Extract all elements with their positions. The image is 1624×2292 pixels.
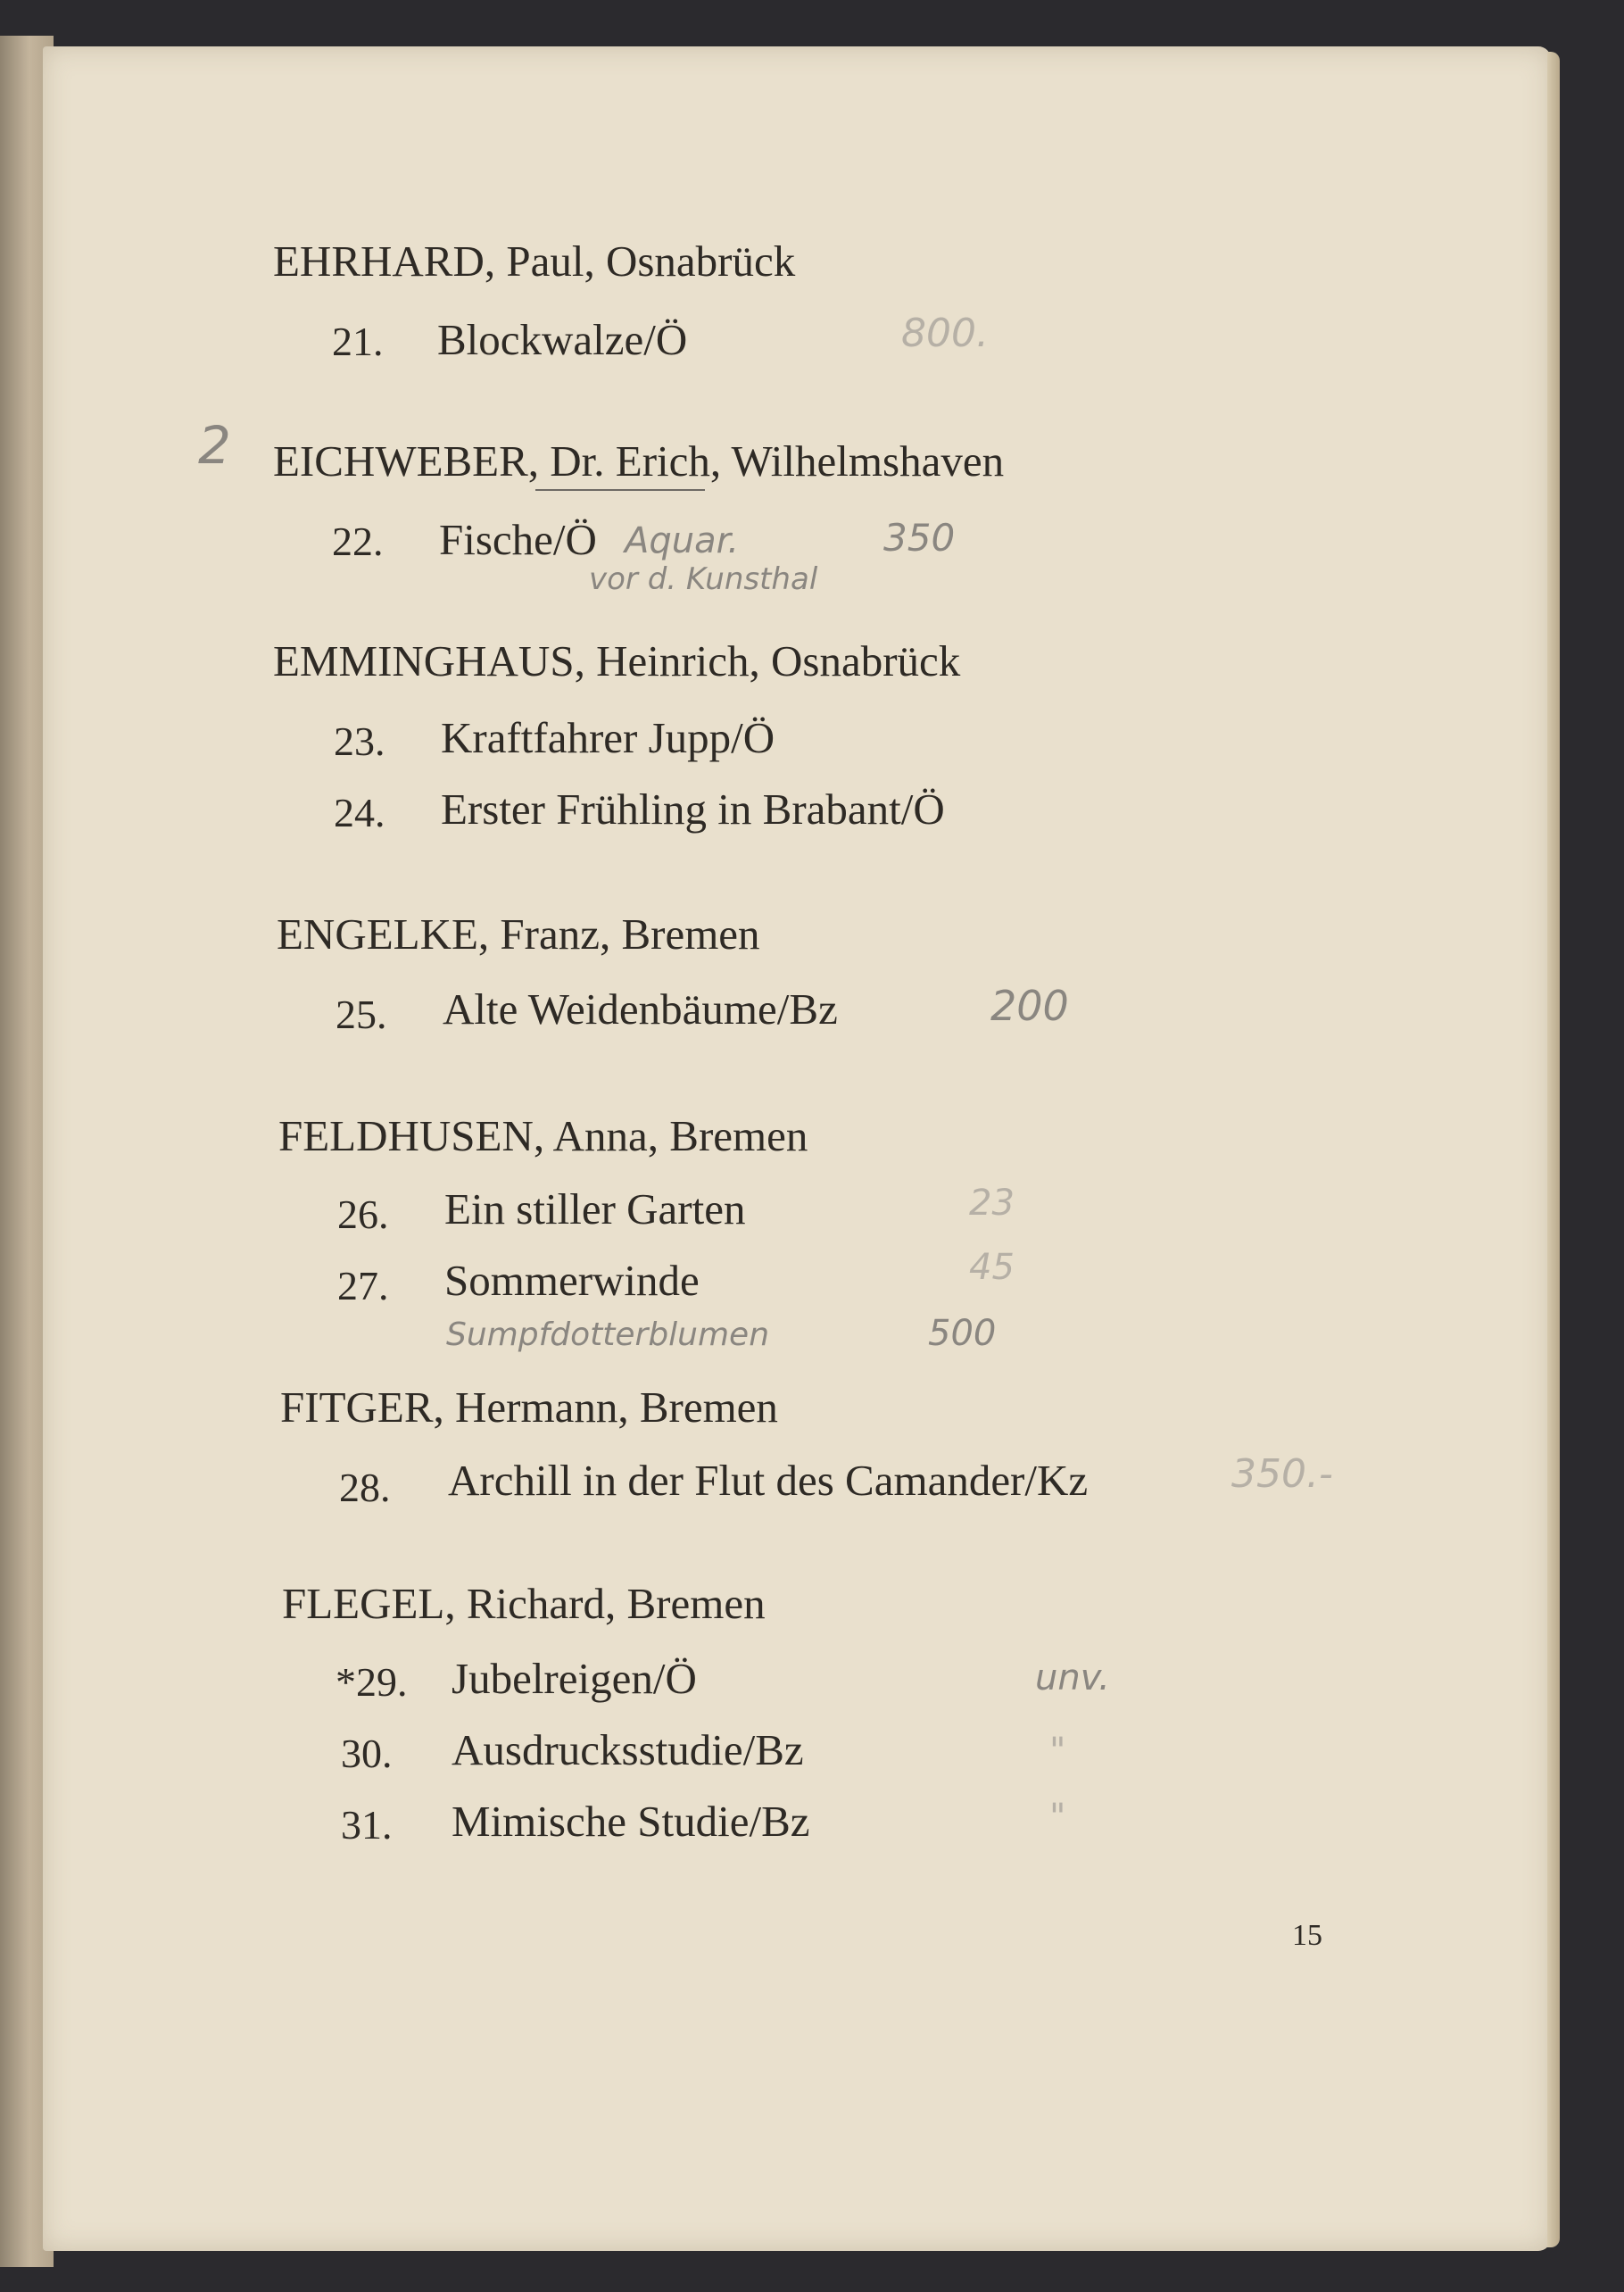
- work-number: 27.: [337, 1263, 389, 1308]
- work-title: Erster Frühling in Brabant/Ö: [441, 785, 945, 834]
- handwritten-underline: [535, 489, 705, 491]
- work-number: 26.: [337, 1192, 389, 1237]
- handwritten-ditto: ": [1049, 1797, 1066, 1838]
- handwritten-note: Sumpfdotterblumen: [446, 1316, 770, 1353]
- artist-heading: FITGER, Hermann, Bremen: [280, 1383, 778, 1432]
- work-number: 21.: [332, 319, 384, 364]
- handwritten-note: unv.: [1035, 1657, 1110, 1698]
- work-title: Ausdrucksstudie/Bz: [452, 1725, 804, 1774]
- handwritten-margin-number: 2: [198, 415, 231, 476]
- handwritten-note: vor d. Kunsthal: [589, 561, 818, 597]
- work-title: Jubelreigen/Ö: [452, 1654, 697, 1703]
- handwritten-ditto: ": [1049, 1731, 1066, 1772]
- handwritten-note: 45: [969, 1247, 1015, 1288]
- artist-heading: EICHWEBER, Dr. Erich, Wilhelmshaven: [273, 436, 1005, 486]
- work-title: Ein stiller Garten: [444, 1184, 746, 1233]
- work-title: Fische/Ö: [439, 515, 597, 564]
- work-title: Mimische Studie/Bz: [452, 1797, 810, 1846]
- artist-heading: EMMINGHAUS, Heinrich, Osnabrück: [273, 636, 961, 685]
- artist-heading: FLEGEL, Richard, Bremen: [282, 1579, 766, 1628]
- work-number: *29.: [336, 1659, 408, 1705]
- work-title: Sommerwinde: [444, 1256, 700, 1305]
- handwritten-note: 23: [969, 1183, 1015, 1224]
- work-title: Archill in der Flut des Camander/Kz: [448, 1456, 1089, 1505]
- handwritten-price: 350.-: [1231, 1451, 1333, 1497]
- handwritten-note: Aquar.: [625, 520, 740, 561]
- work-number: 30.: [341, 1731, 393, 1776]
- artist-heading: EHRHARD, Paul, Osnabrück: [273, 237, 796, 286]
- artist-heading: ENGELKE, Franz, Bremen: [277, 909, 760, 959]
- work-title: Blockwalze/Ö: [437, 315, 688, 364]
- handwritten-price: 500: [928, 1313, 997, 1354]
- handwritten-price: 800.: [901, 311, 989, 356]
- handwritten-price: 350: [883, 516, 956, 560]
- artist-heading: FELDHUSEN, Anna, Bremen: [278, 1111, 808, 1160]
- work-number: 24.: [334, 790, 385, 835]
- work-title: Alte Weidenbäume/Bz: [443, 984, 838, 1034]
- work-number: 23.: [334, 718, 385, 764]
- work-number: 25.: [336, 992, 387, 1037]
- handwritten-price: 200: [990, 982, 1069, 1030]
- work-number: 31.: [341, 1802, 393, 1848]
- page-edge: [1547, 52, 1560, 2247]
- page-number: 15: [1292, 1919, 1322, 1952]
- work-number: 22.: [332, 519, 384, 564]
- work-number: 28.: [339, 1465, 391, 1510]
- work-title: Kraftfahrer Jupp/Ö: [441, 713, 775, 762]
